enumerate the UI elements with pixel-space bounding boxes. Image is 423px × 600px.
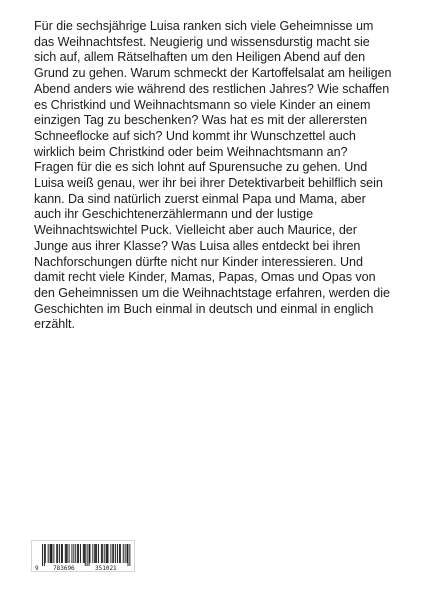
barcode-bar bbox=[129, 544, 130, 566]
barcode-bar bbox=[69, 544, 70, 563]
barcode-bar bbox=[106, 544, 107, 563]
barcode-bar bbox=[90, 544, 91, 563]
barcode-bar bbox=[66, 544, 67, 563]
barcode-digits-right: 351021 bbox=[95, 565, 117, 572]
barcode-bar bbox=[56, 544, 57, 563]
barcode-bar bbox=[85, 544, 86, 566]
barcode-bar bbox=[44, 544, 45, 566]
barcode-bar bbox=[42, 544, 43, 566]
barcode-bar bbox=[104, 544, 105, 563]
blurb-text bbox=[34, 19, 394, 333]
blurb-paragraph-1: Für die sechsjährige Luisa ranken sich viele Geheimnisse um das Weihnachtsfest. Neugierig und wissensdurstig macht sie sich auf, allem Rätselhaften um den Heiligen Abend auf den Grund zu gehen. Warum schmeckt der Kartoffelsalat am heiligen Abend anders wie während des restlichen Jahres? Wie schaffen es Christkind und Weihnachtsmann so viele Kinder an einem einzigen Tag zu beschenken? Was hat es mit der allerersten Schneeflocke auf sich? Und kommt ihr Wunschzettel auch wirklich beim Christkind oder beim Weihnachtsmann an? bbox=[34, 19, 392, 159]
barcode-bar bbox=[71, 544, 72, 563]
barcode-bar bbox=[57, 544, 58, 563]
blurb-paragraph-2: Fragen für die es sich lohnt auf Spurensuche zu gehen. Und Luisa weiß genau, wer ihr bei ihrer Detektivarbeit behilflich sein kann. Da sind natürlich zuerst einmal Papa und Mama, aber auch ihr Geschichtenerzählermann und der lustige Weihnachtswichtel Puck. Vielleicht aber auch Maurice, der Junge aus ihrer Klasse? Was Luisa alles entdeckt bei ihren Nachforschungen dürfte nicht nur Kinder interessieren. Und damit recht viele Kinder, Mamas, Papas, Omas und Opas von den Geheimnissen um die Weihnachtstage erfahren, werden die Geschichten im Buch einmal in deutsch und einmal in englich erzählt. bbox=[34, 160, 390, 332]
barcode-bar bbox=[120, 544, 121, 563]
barcode-bar bbox=[45, 544, 46, 563]
barcode-bar bbox=[78, 544, 79, 563]
barcode-bar bbox=[75, 544, 76, 563]
barcode-bar bbox=[67, 544, 68, 563]
barcode-bar bbox=[94, 544, 95, 563]
barcode-bar bbox=[62, 544, 63, 563]
isbn-barcode bbox=[31, 540, 135, 572]
barcode-bar bbox=[92, 544, 93, 563]
barcode-bar bbox=[123, 544, 124, 563]
barcode-bar bbox=[128, 544, 129, 566]
barcode-bar bbox=[102, 544, 103, 563]
barcode-bar bbox=[95, 544, 96, 563]
barcode-bar bbox=[119, 544, 120, 563]
barcode-bar bbox=[113, 544, 114, 563]
barcode-bar bbox=[77, 544, 78, 563]
barcode-bar bbox=[50, 544, 51, 563]
barcode-bar bbox=[98, 544, 99, 563]
barcode-bar bbox=[73, 544, 74, 563]
barcode-bar bbox=[87, 544, 88, 566]
barcode-bar bbox=[80, 544, 81, 563]
barcode-bar bbox=[125, 544, 126, 563]
barcode-bar bbox=[112, 544, 113, 563]
barcode-bar bbox=[108, 544, 109, 563]
barcode-bar bbox=[51, 544, 52, 563]
barcode-digits-left: 783696 bbox=[53, 565, 75, 572]
barcode-bar bbox=[96, 544, 97, 563]
barcode-bars bbox=[42, 544, 130, 566]
barcode-bar bbox=[65, 544, 66, 563]
barcode-bar bbox=[84, 544, 85, 563]
barcode-bar bbox=[53, 544, 54, 563]
barcode-bar bbox=[115, 544, 116, 563]
barcode-bar bbox=[110, 544, 111, 563]
barcode-digit-lead: 9 bbox=[35, 565, 39, 572]
barcode-bar bbox=[101, 544, 102, 563]
barcode-bar bbox=[61, 544, 62, 563]
barcode-bar bbox=[83, 544, 84, 563]
barcode-bar bbox=[48, 544, 49, 563]
barcode-graphic bbox=[32, 541, 136, 573]
barcode-bar bbox=[127, 544, 128, 563]
barcode-bar bbox=[59, 544, 60, 563]
barcode-bar bbox=[89, 544, 90, 566]
barcode-bar bbox=[117, 544, 118, 563]
barcode-bar bbox=[52, 544, 53, 563]
barcode-bar bbox=[107, 544, 108, 563]
